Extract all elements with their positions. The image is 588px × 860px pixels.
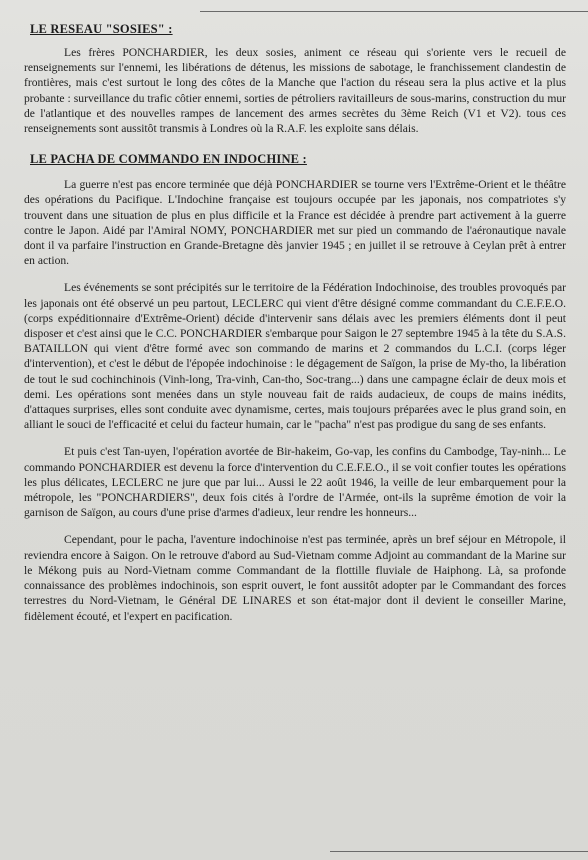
bottom-rule (330, 851, 588, 852)
section-reseau-sosies (24, 22, 566, 136)
top-rule (200, 11, 588, 12)
section-heading: LE RESEAU "SOSIES" : (30, 22, 173, 36)
paragraph: Les frères PONCHARDIER, les deux sosies, animent ce réseau qui s'oriente vers le recueil de renseignements sur l'ennemi, les libérations de détenus, les missions de sabotage, le franchissement clandestin de frontières, mais c'est surtout le long des côtes de la Manche que l'action du réseau sera la plus active et la plus probante : surveillance du trafic côtier ennemi, sorties de pétroliers ravitailleurs de sous-marins, construction du mur de l'atlantique et des nouvelles rampes de lancement des armes secrètes du 3ème Reich (V1 et V2). tous ces renseignements sont aussitôt transmis à Londres où la R.A.F. les exploite sans délais. (24, 46, 566, 136)
paragraph: Cependant, pour le pacha, l'aventure indochinoise n'est pas terminée, après un bref séjour en Métropole, il reviendra encore à Saigon. On le retrouve d'abord au Sud-Vietnam comme Adjoint au commandant de la Marine sur le Mékong puis au Nord-Vietnam comme Commandant de la flottille fluviale de Haiphong. Là, sa profonde connaissance des problèmes indochinois, son esprit ouvert, le font aussitôt adopter par le Commandant des forces terrestres du Nord-Vietnam, le Général DE LINARES et son état-major dont il devient le conseiller Marine, fidèlement écouté, et l'expert en pacification. (24, 533, 566, 623)
section-heading: LE PACHA DE COMMANDO EN INDOCHINE : (30, 152, 307, 167)
paragraph: La guerre n'est pas encore terminée que déjà PONCHARDIER se tourne vers l'Extrême-Orient et le théâtre des opérations du Pacifique. L'Indochine française est toujours occupée par les japonais, nos compatriotes s'y trouvent dans une situation de plus en plus difficile et la France est décidée à prendre part activement à la guerre contre le Japon. Aidé par l'Amiral NOMY, PONCHARDIER met sur pied un commando de l'aéronautique navale dont il va parfaire l'instruction en Grande-Bretagne dès janvier 1945 ; en juillet il se retrouve à Ceylan prêt à entrer en action. (24, 178, 566, 268)
paragraph: Les événements se sont précipités sur le territoire de la Fédération Indochinoise, des troubles provoqués par les japonais ont été observé un peu partout, LECLERC qui vient d'être désigné comme commandant du C.E.F.E.O. (corps expéditionnaire d'Extrême-Orient) décide d'intervenir sans délais avec les premiers éléments dont il peut disposer et c'est ainsi que le C.C. PONCHARDIER s'embarque pour Saigon le 27 septembre 1945 à la tête du S.A.S. BATAILLON qui vient d'être formé avec son commando de marins et 2 commandos du L.C.I. (corps léger d'intervention), et c'est le début de l'épopée indochinoise : le dégagement de Saïgon, la prise de My-tho, la libération de tout le sud cochinchinois (Vinh-long, Tra-vinh, Can-tho, Soc-trang...) dans une campagne éclair de deux mois et demi. Les opérations sont menées dans un style nouveau fait de raids audacieux, de coups de mains inédits, d'attaques surprises, elles sont conduite avec dynamisme, certes, mais toujours préparées avec le plus grand soin, en alliant le souci de l'efficacité et celui du facteur humain, car le "pacha" n'est pas prodigue du sang de ses enfants. (24, 281, 566, 432)
section-pacha-commando (24, 152, 566, 623)
paragraph: Et puis c'est Tan-uyen, l'opération avortée de Bir-hakeim, Go-vap, les confins du Cambodge, Tay-ninh... Le commando PONCHARDIER est devenu la force d'intervention du C.E.F.E.O., il se voit confier toutes les opérations les plus délicates, LECLERC ne jure que par lui... Aussi le 22 août 1946, la veille de leur embarquement pour la métropole, les "PONCHARDIERS", deux fois cités à l'ordre de l'Armée, ont-ils la suprême émotion de voir la garnison de Saïgon, au cours d'une prise d'armes d'adieux, leur rendre les honneurs... (24, 445, 566, 520)
